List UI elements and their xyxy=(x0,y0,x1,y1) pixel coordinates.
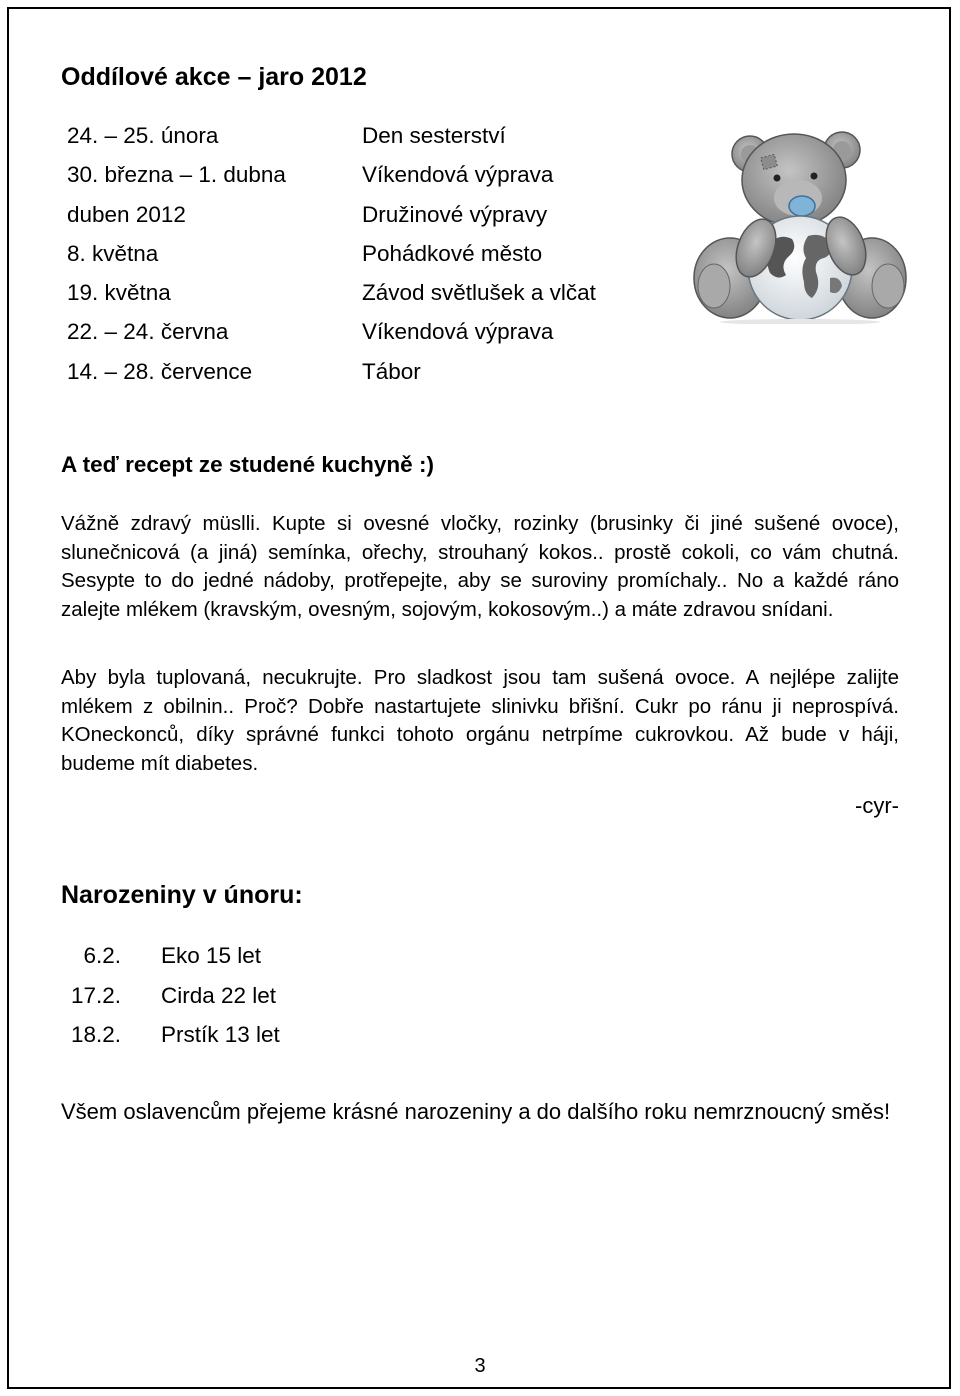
event-name: Den sesterství xyxy=(362,123,506,148)
recipe-paragraph: Aby byla tuplovaná, necukrujte. Pro sladkost jsou tam sušená ovoce. A nejlépe zalijte mlékem z obilnin.. Proč? Dobře nastartujete slinivku břišní. Cukr po ránu ji neprospívá. KOneckonců, díky správné funkci tohoto orgánu netrpíme cukrovkou. Až bude v háji, budeme mít diabetes. xyxy=(61,666,899,776)
birthday-wish: Všem oslavencům přejeme krásné narozeniny a do dalšího roku nemrznoucný směs! xyxy=(61,1099,891,1124)
birthday-name: Cirda 22 let xyxy=(161,982,277,1008)
author-signature: -cyr- xyxy=(855,793,899,818)
event-date: 14. – 28. července xyxy=(67,358,253,384)
event-date: 8. května xyxy=(67,240,159,266)
birthday-name: Prstík 13 let xyxy=(161,1022,280,1047)
event-date: duben 2012 xyxy=(67,201,186,227)
event-date: 24. – 25. února xyxy=(67,123,219,148)
page-number: 3 xyxy=(474,1355,486,1377)
event-name: Víkendová výprava xyxy=(362,319,554,345)
event-name: Tábor xyxy=(362,358,421,384)
section-title-recipe: A teď recept ze studené kuchyně :) xyxy=(61,452,434,477)
event-name: Družinové výpravy xyxy=(362,201,548,227)
birthday-date: 18.2. xyxy=(70,1022,121,1047)
section-title-birthdays: Narozeniny v únoru: xyxy=(61,881,303,909)
birthday-date: 6.2. xyxy=(83,943,121,968)
birthday-date: 17.2. xyxy=(70,982,121,1008)
birthday-name: Eko 15 let xyxy=(161,943,262,968)
event-name: Závod světlušek a vlčat xyxy=(362,280,596,306)
event-date: 30. března – 1. dubna xyxy=(67,162,286,188)
recipe-paragraph: Vážně zdravý müslli. Kupte si ovesné vločky, rozinky (brusinky či jiné sušené ovoce), slunečnicová (a jiná) semínka, ořechy, strouhaný kokos.. prostě cokoli, co vám chutná. Sesypte to do jedné nádoby, protřepejte, aby se suroviny promíchaly.. No a každé ráno zalejte mlékem (kravským, ovesným, sojovým, kokosovým..) a máte zdravou snídani. xyxy=(61,512,899,622)
event-date: 19. května xyxy=(67,280,171,306)
event-name: Pohádkové město xyxy=(362,240,543,266)
section-title-events: Oddílové akce – jaro 2012 xyxy=(61,63,367,91)
teddy-bear-globe-illustration xyxy=(690,128,908,324)
event-date: 22. – 24. června xyxy=(67,319,229,345)
event-name: Víkendová výprava xyxy=(362,162,554,188)
